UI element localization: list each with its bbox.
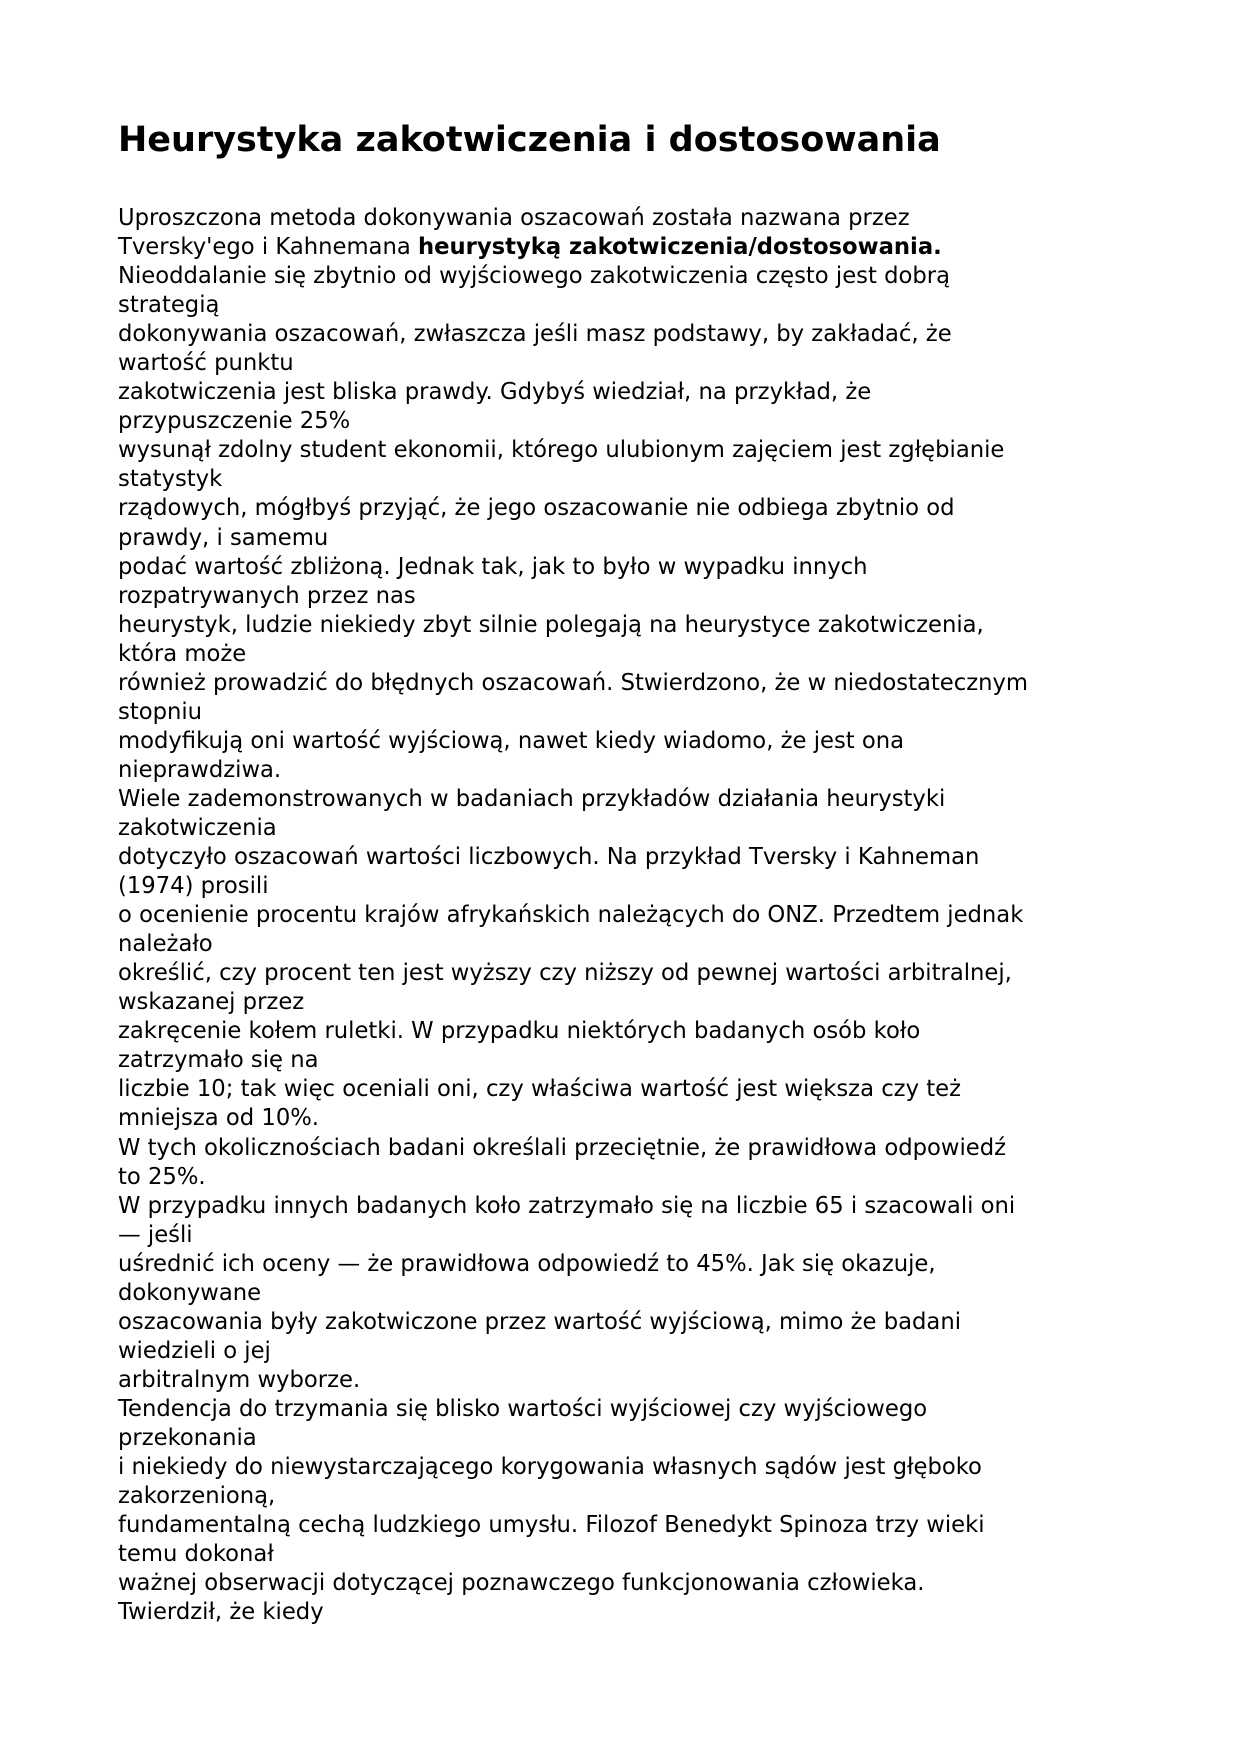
text-line: przypuszczenie 25% — [118, 408, 351, 435]
text-line: podać wartość zbliżoną. Jednak tak, jak to było w wypadku innych — [118, 553, 868, 580]
text-line: fundamentalną cechą ludzkiego umysłu. Filozof Benedykt Spinoza trzy wieki — [118, 1512, 985, 1539]
text-line: przekonania — [118, 1424, 257, 1451]
text-line: liczbie 10; tak więc oceniali oni, czy właściwa wartość jest większa czy też — [118, 1076, 961, 1103]
document-body — [118, 204, 1128, 1627]
text-line: Uproszczona metoda dokonywania oszacowań została nazwana przez — [118, 205, 910, 231]
text-line: określić, czy procent ten jest wyższy czy niższy od pewnej wartości arbitralnej, — [118, 960, 1012, 987]
text-line: heurystyk, ludzie niekiedy zbyt silnie polegają na heurystyce zakotwiczenia, — [118, 611, 984, 638]
text-line: która może — [118, 640, 247, 667]
text-line: strategią — [118, 292, 220, 319]
text-line: wartość punktu — [118, 350, 294, 377]
text-line: o ocenienie procentu krajów afrykańskich należących do ONZ. Przedtem jednak — [118, 902, 1024, 929]
text-line: to 25%. — [118, 1163, 206, 1190]
text-line: Twierdził, że kiedy — [118, 1599, 324, 1626]
text-line: również prowadzić do błędnych oszacowań. Stwierdzono, że w niedostatecznym — [118, 669, 1029, 696]
document-title: Heurystyka zakotwiczenia i dostosowania — [118, 120, 941, 160]
text-line: uśrednić ich oceny — że prawidłowa odpowiedź to 45%. Jak się okazuje, — [118, 1250, 936, 1277]
text-line: temu dokonał — [118, 1541, 274, 1568]
text-line — [118, 233, 1128, 262]
text-line: należało — [118, 931, 213, 958]
text-segment: Tversky'ego i Kahnemana — [118, 234, 418, 261]
text-line: arbitralnym wyborze. — [118, 1366, 361, 1393]
text-line: dotyczyło oszacowań wartości liczbowych. Na przykład Tversky i Kahneman — [118, 844, 980, 871]
text-line: zatrzymało się na — [118, 1047, 319, 1074]
text-line: nieprawdziwa. — [118, 756, 282, 783]
text-line: zakotwiczenia — [118, 814, 277, 841]
text-line: Nieoddalanie się zbytnio od wyjściowego zakotwiczenia często jest dobrą — [118, 263, 951, 290]
text-line: prawdy, i samemu — [118, 524, 329, 551]
text-line: modyfikują oni wartość wyjściową, nawet kiedy wiadomo, że jest ona — [118, 727, 905, 754]
text-line: Wiele zademonstrowanych w badaniach przykładów działania heurystyki — [118, 785, 946, 812]
text-line: W tych okolicznościach badani określali przeciętnie, że prawidłowa odpowiedź — [118, 1134, 1007, 1161]
text-line: — jeśli — [118, 1221, 193, 1248]
text-line: zakorzenioną, — [118, 1483, 276, 1510]
text-line: wskazanej przez — [118, 989, 305, 1016]
text-lines — [118, 262, 1128, 1627]
text-line: rządowych, mógłbyś przyjąć, że jego oszacowanie nie odbiega zbytnio od — [118, 495, 955, 522]
text-line: stopniu — [118, 698, 203, 725]
text-line: statystyk — [118, 466, 223, 493]
bold-term: heurystyką zakotwiczenia/dostosowania. — [417, 234, 942, 261]
text-line: dokonywane — [118, 1279, 262, 1306]
text-line: wysunął zdolny student ekonomii, którego ulubionym zajęciem jest zgłębianie — [118, 437, 1005, 464]
text-line: (1974) prosili — [118, 873, 269, 900]
text-line: rozpatrywanych przez nas — [118, 582, 416, 609]
text-line: mniejsza od 10%. — [118, 1105, 320, 1132]
text-line: W przypadku innych badanych koło zatrzymało się na liczbie 65 i szacowali oni — [118, 1192, 1016, 1219]
text-line: wiedzieli o jej — [118, 1337, 271, 1364]
text-line: zakotwiczenia jest bliska prawdy. Gdybyś wiedział, na przykład, że — [118, 379, 872, 406]
text-line: oszacowania były zakotwiczone przez wartość wyjściową, mimo że badani — [118, 1308, 962, 1335]
text-line: zakręcenie kołem ruletki. W przypadku niektórych badanych osób koło — [118, 1018, 921, 1045]
text-line: ważnej obserwacji dotyczącej poznawczego funkcjonowania człowieka. — [118, 1570, 925, 1597]
text-line: i niekiedy do niewystarczającego korygowania własnych sądów jest głęboko — [118, 1454, 982, 1481]
text-line: Tendencja do trzymania się blisko wartości wyjściowej czy wyjściowego — [118, 1395, 928, 1422]
text-line: dokonywania oszacowań, zwłaszcza jeśli masz podstawy, by zakładać, że — [118, 321, 952, 348]
